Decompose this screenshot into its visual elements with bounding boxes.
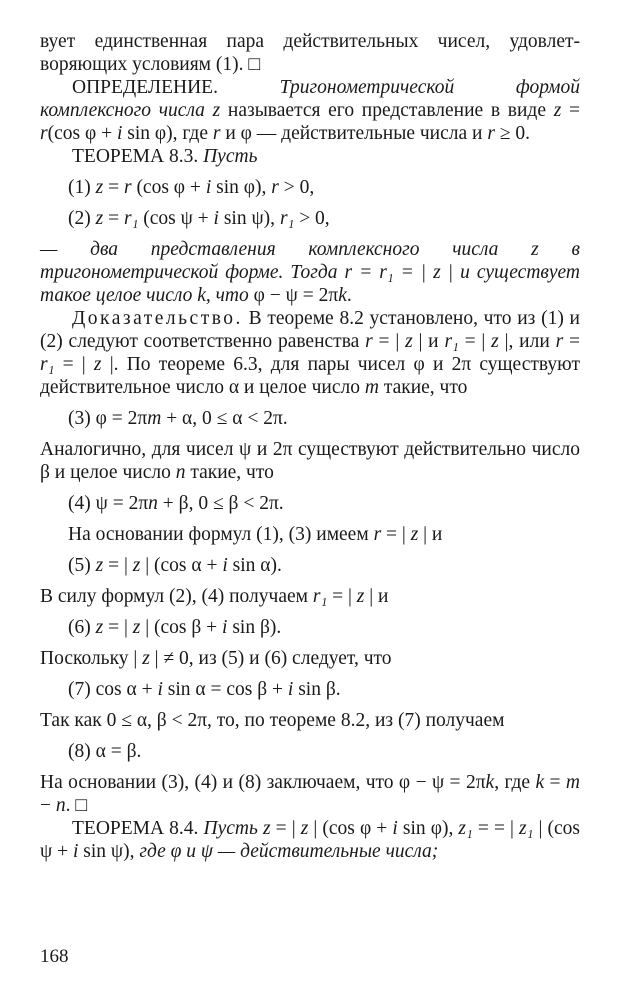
text-run: sin β). [227, 617, 282, 638]
italic-text: ₁ [287, 208, 295, 229]
text-run: = | [372, 331, 406, 352]
text-run: | и [418, 524, 443, 545]
text-run: Поскольку | [40, 648, 143, 669]
text-run: sin ψ), [78, 841, 140, 862]
italic-text: i [213, 208, 219, 229]
italic-text: z [93, 354, 102, 375]
text-run: называется его представление в виде [220, 100, 554, 121]
text-run: (4) ψ = 2π [68, 493, 149, 514]
text-run: (cos φ + [47, 123, 117, 144]
page-body [40, 30, 580, 863]
paragraph [40, 238, 580, 307]
italic-text: z [132, 617, 141, 638]
text-run: | (cos α + [140, 555, 223, 576]
italic-text: Пусть [203, 818, 258, 839]
italic-text: ₁ [320, 586, 328, 607]
text-run: | и [412, 331, 445, 352]
text-run: и φ — действительные числа и [220, 123, 488, 144]
italic-text: i [287, 679, 294, 700]
paragraph [40, 771, 580, 817]
italic-text: z [300, 818, 309, 839]
italic-text: r [40, 123, 48, 144]
text-run: |. По теореме 6.3, для пары чисел φ и 2π существуют действительное число α и целое число [40, 354, 580, 398]
paragraph [40, 307, 580, 399]
text-run: = | [327, 586, 357, 607]
italic-text: Пусть [203, 146, 258, 167]
text-run: sin α). [227, 555, 282, 576]
text-run: (7) cos α + [68, 679, 158, 700]
italic-text: r [279, 208, 288, 229]
italic-text: n [175, 462, 186, 483]
text-run: | ≠ 0, из (5) и (6) следует, что [149, 648, 392, 669]
paragraph [40, 145, 580, 168]
italic-text: r [555, 331, 564, 352]
text-run: такие, что [378, 377, 468, 398]
italic-text: k [338, 285, 347, 306]
formula-line [68, 407, 580, 430]
text-run: | (cos β + [140, 617, 223, 638]
text-run: (cos ψ + [138, 208, 214, 229]
italic-text: z [132, 555, 141, 576]
text-run: В теореме 8.2 установлено, что из (1) и (2) следуют соответственно равенства [40, 308, 580, 352]
text-run: sin φ), [397, 818, 459, 839]
formula-line [68, 207, 580, 230]
italic-text: i [205, 177, 212, 198]
italic-text: i [222, 555, 228, 576]
italic-text: где φ и ψ — действительные числа; [139, 841, 439, 862]
text-run: + α, 0 ≤ α < 2π. [161, 408, 288, 429]
formula-line [68, 616, 580, 639]
paragraph [40, 438, 580, 484]
italic-text: r [373, 524, 382, 545]
text-run: | (cos ψ + [40, 818, 580, 862]
text-run: sin ψ), [218, 208, 280, 229]
paragraph [40, 585, 580, 608]
italic-text: z [142, 648, 150, 669]
italic-text: z [95, 177, 104, 198]
text-run: (8) α = β. [68, 741, 142, 762]
text-run: (3) φ = 2π [68, 408, 148, 429]
text-run: На основании формул (1), (3) имеем [68, 524, 374, 545]
paragraph: Так как 0 ≤ α, β < 2π, то, по теореме 8.2, из (7) получаем [40, 710, 505, 731]
italic-text: z [519, 818, 527, 839]
text-run: φ − ψ = 2π [248, 285, 339, 306]
formula-line [68, 492, 580, 515]
italic-text: ₁ [131, 208, 139, 229]
paragraph [40, 817, 580, 863]
text-run: (1) [68, 177, 96, 198]
italic-text: z [95, 617, 104, 638]
text-run: |, или [498, 331, 556, 352]
italic-text: i [222, 617, 228, 638]
text-run: ОПРЕДЕЛЕНИЕ. [72, 77, 280, 98]
text-run: = [103, 208, 124, 229]
italic-text: z [95, 208, 104, 229]
text-run: = = | [472, 818, 520, 839]
italic-text: z [458, 818, 467, 839]
formula-line [68, 678, 580, 701]
italic-text: r [444, 331, 453, 352]
italic-text: n [148, 493, 158, 514]
italic-text: m [565, 772, 580, 793]
formula-line [68, 523, 580, 546]
italic-text: ₁ [466, 818, 473, 839]
italic-text: i [72, 841, 79, 862]
text-run: (6) [68, 617, 96, 638]
italic-text: i [392, 818, 398, 839]
text-run: = | [54, 354, 94, 375]
text-run: = [561, 100, 581, 121]
italic-text: r [40, 354, 48, 375]
italic-text: z [405, 331, 413, 352]
text-run: В силу формул (2), (4) получаем [40, 586, 313, 607]
text-run: = [544, 772, 566, 793]
italic-text: ₁ [526, 818, 534, 839]
formula-line [68, 176, 580, 199]
text-run: ≥ 0. [494, 123, 530, 144]
italic-text: k [485, 772, 495, 793]
text-run: − [40, 795, 56, 816]
italic-text: z [262, 818, 271, 839]
paragraph [40, 76, 580, 145]
spaced-text: Доказательство. [72, 308, 243, 329]
text-run: ТЕОРЕМА 8.4. [72, 818, 204, 839]
text-run: > 0, [294, 208, 330, 229]
text-run: такие, что [185, 462, 274, 483]
italic-text: z [356, 586, 365, 607]
text-run: . □ [65, 795, 88, 816]
text-run: | (cos φ + [308, 818, 393, 839]
text-run: = | [381, 524, 411, 545]
text-run: (5) [68, 555, 96, 576]
text-run: = [103, 177, 124, 198]
italic-text: r [123, 208, 132, 229]
italic-text: k [535, 772, 545, 793]
page-number: 168 [40, 946, 69, 967]
text-run: = | [103, 617, 133, 638]
text-run: . [346, 285, 352, 306]
text-run: sin α = cos β + [162, 679, 288, 700]
italic-text: z [491, 331, 499, 352]
italic-text: z [553, 100, 562, 121]
italic-text: i [116, 123, 123, 144]
italic-text: n [55, 795, 66, 816]
formula-line [68, 554, 580, 577]
italic-text: m [364, 377, 379, 398]
text-run: = [563, 331, 580, 352]
italic-text: r [365, 331, 373, 352]
paragraph: воряющих условиям (1). □ [40, 54, 261, 75]
text-run: = | [458, 331, 492, 352]
text-run: ТЕОРЕМА 8.3. [72, 146, 204, 167]
italic-text: r [312, 586, 321, 607]
italic-text: Тригонометрической формой комплексного числа z [40, 77, 580, 121]
italic-text: r [487, 123, 495, 144]
text-run: Аналогично, для чисел ψ и 2π существуют действительно число β и целое число [40, 439, 580, 483]
italic-text: z [410, 524, 419, 545]
text-run: | и [364, 586, 389, 607]
text-run: = | [270, 818, 301, 839]
italic-text: m [147, 408, 162, 429]
text-run: , где [494, 772, 536, 793]
text-run: На основании (3), (4) и (8) заключаем, что φ − ψ = 2π [40, 772, 486, 793]
italic-text: ₁ [452, 331, 459, 352]
italic-text: r [271, 177, 279, 198]
formula-line [68, 740, 580, 763]
text-run: sin φ), [211, 177, 272, 198]
italic-text: r [212, 123, 221, 144]
text-run: sin β. [293, 679, 341, 700]
paragraph: вует единственная пара действительных чисел, удовлет- [40, 31, 580, 52]
italic-text: r [123, 177, 132, 198]
paragraph [40, 647, 580, 670]
italic-text: i [157, 679, 163, 700]
text-run: (2) [68, 208, 96, 229]
text-run: (cos φ + [131, 177, 206, 198]
italic-text: z [95, 555, 104, 576]
text-run: = | [103, 555, 133, 576]
italic-text: — два представления комплексного числа z в тригонометрической форме. Тогда r = r₁ = | z | и существует такое целое число k, что [40, 239, 580, 306]
text-run: + β, 0 ≤ β < 2π. [157, 493, 284, 514]
text-run: sin φ), где [122, 123, 213, 144]
text-run: > 0, [278, 177, 315, 198]
italic-text: ₁ [47, 354, 55, 375]
